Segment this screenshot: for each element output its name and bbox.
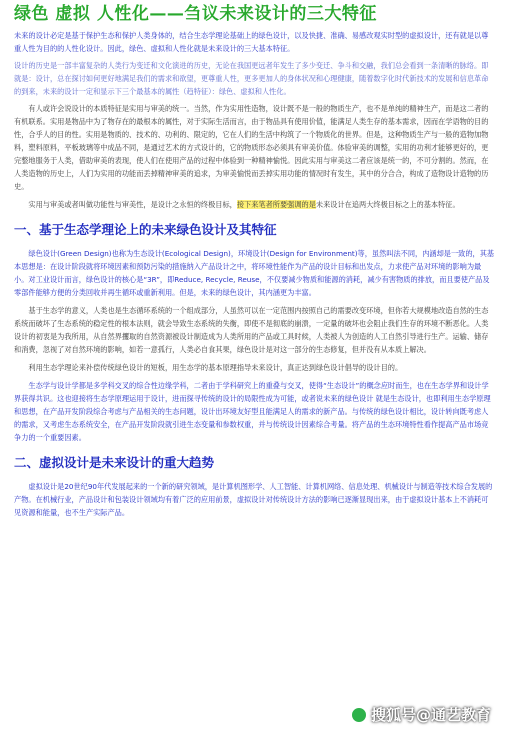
body-paragraph: 有人或许会说设计的本质特征是实用与审美的统一。当然，作为实用性造物，设计既不是一般的物质生产，也不是单纯的精神生产，而是这二者的有机联系。实用是物品中为了物存在的最根本的属性，对于实际生活而言，由于物品具有使用价值，能满足人类生存的基本需求，因而在学语物的目的性，合乎人的目的性。实用是物质的、技术的、功利的、限定的，它在人们的生活中构筑了一个物质化的世界。但是，这种物质生产与一般的造物加物料，塑料原料，平板玻璃等中成品不同，是通过艺术的方式设计的，它的物质形态必须具有审美价值。体验审美的调整，实用的功利才能够更好的，更完整地服务于人类，借助审美的表现，使人们在使用产品的过程中体验到一种精神愉悦。因此实用与审美这二者应该是统一的，不可分割的。然而，在人类造物的历史上，人们为实用的功能而丢掉精神审美的追求，为审美愉悦而丢掉实用功能的情况时有发生，其中的分合合，构成了造物设计造物的历史。 bbox=[14, 104, 489, 191]
section-heading: 一、基于生态学理论上的未来绿色设计及其特征 bbox=[14, 222, 277, 237]
intro-paragraph: 设计的历史是一部丰富复杂的人类行为变迁和文化演进的历史，无论在我国更远者年发生了多少变迁、争斗和交融，我们总会看到一条清晰的脉络。即就是：设计，总在探讨如何更好地满足我们的需求和欲望，更尊重人性，更多更加人的身体状况和心理健康，随着数字化时代新技术的发展和信息革命的到来，未来的设计一定和显示下三个最基本的属性（趋特征）：绿色、虚拟和人性化。 bbox=[14, 61, 489, 96]
watermark-text: 搜狐号@通艺教育 bbox=[370, 706, 491, 724]
body-paragraph: 生态学与设计学都是多学科交叉的综合性边缘学科，二者由于学科研究上的重叠与交叉，使得“生态设计”的概念应时而生，也在生态学界和设计学界获得共识。这也迎接将生态学原理运用于设计，进而探寻传统的设计的局限性成为可能，或者说未来的绿色设计 就是生态设计，也即利用生态学原理和思想，在产品开发阶段综合考虑与产品相关的生态问题，设计出环境友好型且能满足人的需求的新产品。与传统的绿色设计相比，设计转向既考虑人的需求，又考虑生态系统安全，在产品开发阶段就引进生态变量和参数权重，并与传统设计因素综合考量。将产品的生态环境特性看作提高产品市场竞争力的一个重要因素。 bbox=[14, 381, 491, 442]
watermark bbox=[351, 704, 491, 725]
section-heading: 二、虚拟设计是未来设计的重大趋势 bbox=[14, 455, 215, 470]
sohu-logo-icon bbox=[351, 707, 367, 723]
body-paragraph: 基于生态学的意义，人类也是生态循环系统的一个组成部分，人虽然可以在一定范围内按照自己的需要改变环境，但你若大规模地改造自然的生态系统而破坏了生态系统的稳定性的根本法则，就会导致生态系统的失衡，即使不是彻底的崩溃，一定量的破坏也会阻止我们生存的环境不断恶化。人类设计的初衷是为我所用，从自然界攫取的自然资源被设计制造成为人类所用的产品或工具时候，人类被人为创造的人工自然引导进行生产。运输、储存和消费，忽视了对自然环境的影响，如若一意孤行，人类必自食其果，绿色设计是对这一部分的生态修复，但并没有从本质上解决。 bbox=[14, 306, 489, 354]
intro-paragraph: 未来的设计必定是基于保护生态和保护人类身体的，结合生态学理论基础上的绿色设计，以及快捷、准确、易感改观实时型的虚拟设计，还有就是以尊重人性为目的的人性化设计。因此，绿色、虚拟和人性化就是未来设计的三大基本特征。 bbox=[14, 31, 489, 53]
page-title: 绿色 虚拟 人性化——刍议未来设计的三大特征 bbox=[14, 4, 377, 24]
body-paragraph: 虚拟设计是20世纪90年代发展起来的一个新的研究领域，是计算机图形学、人工智能、计算机网络、信息处理、机械设计与制造等技术综合发展的产物。在机械行业，产品设计和包装设计领域均有着广泛的应用前景，虚拟设计对传统设计方法的影响已逐渐显现出来，由于虚拟设计基本上不消耗可见资源和能量，也不生产实际产品。 bbox=[14, 482, 493, 517]
highlighted-text: 接下来笔者所要强调的是 bbox=[236, 200, 316, 209]
body-paragraph-highlighted: 实用与审美或者叫做功能性与审美性，是设计之永恒的终极目标，接下来笔者所要强调的是未来设计在追两大终极目标之上的基本特征。 bbox=[28, 200, 460, 209]
body-paragraph: 利用生态学理论来补偿传统绿色设计的短板，用生态学的基本原理指导未来设计，真正达到绿色设计倡导的设计目的。 bbox=[28, 363, 403, 372]
body-paragraph: 绿色设计(Green Design)也称为生态设计(Ecological Design)，环境设计(Design for Environment)等，虽然叫法不同，内涵却是一致的，其基本思想是：在设计阶段就将环境因素和预防污染的措施纳入产品设计之中，将环境性能作为产品的设计目标和出发点，力求使产品对环境的影响为最小。对工业设计而言，绿色设计的核心是“3R”，即Reduce, Recycle, Reuse，不仅要减少物质和能源的消耗，减少有害物质的排放，而且要使产品及零部件能够方便的分类回收并再生循环或重新利用。但是，未来的绿色设计，其内涵更为丰富。 bbox=[14, 249, 495, 297]
